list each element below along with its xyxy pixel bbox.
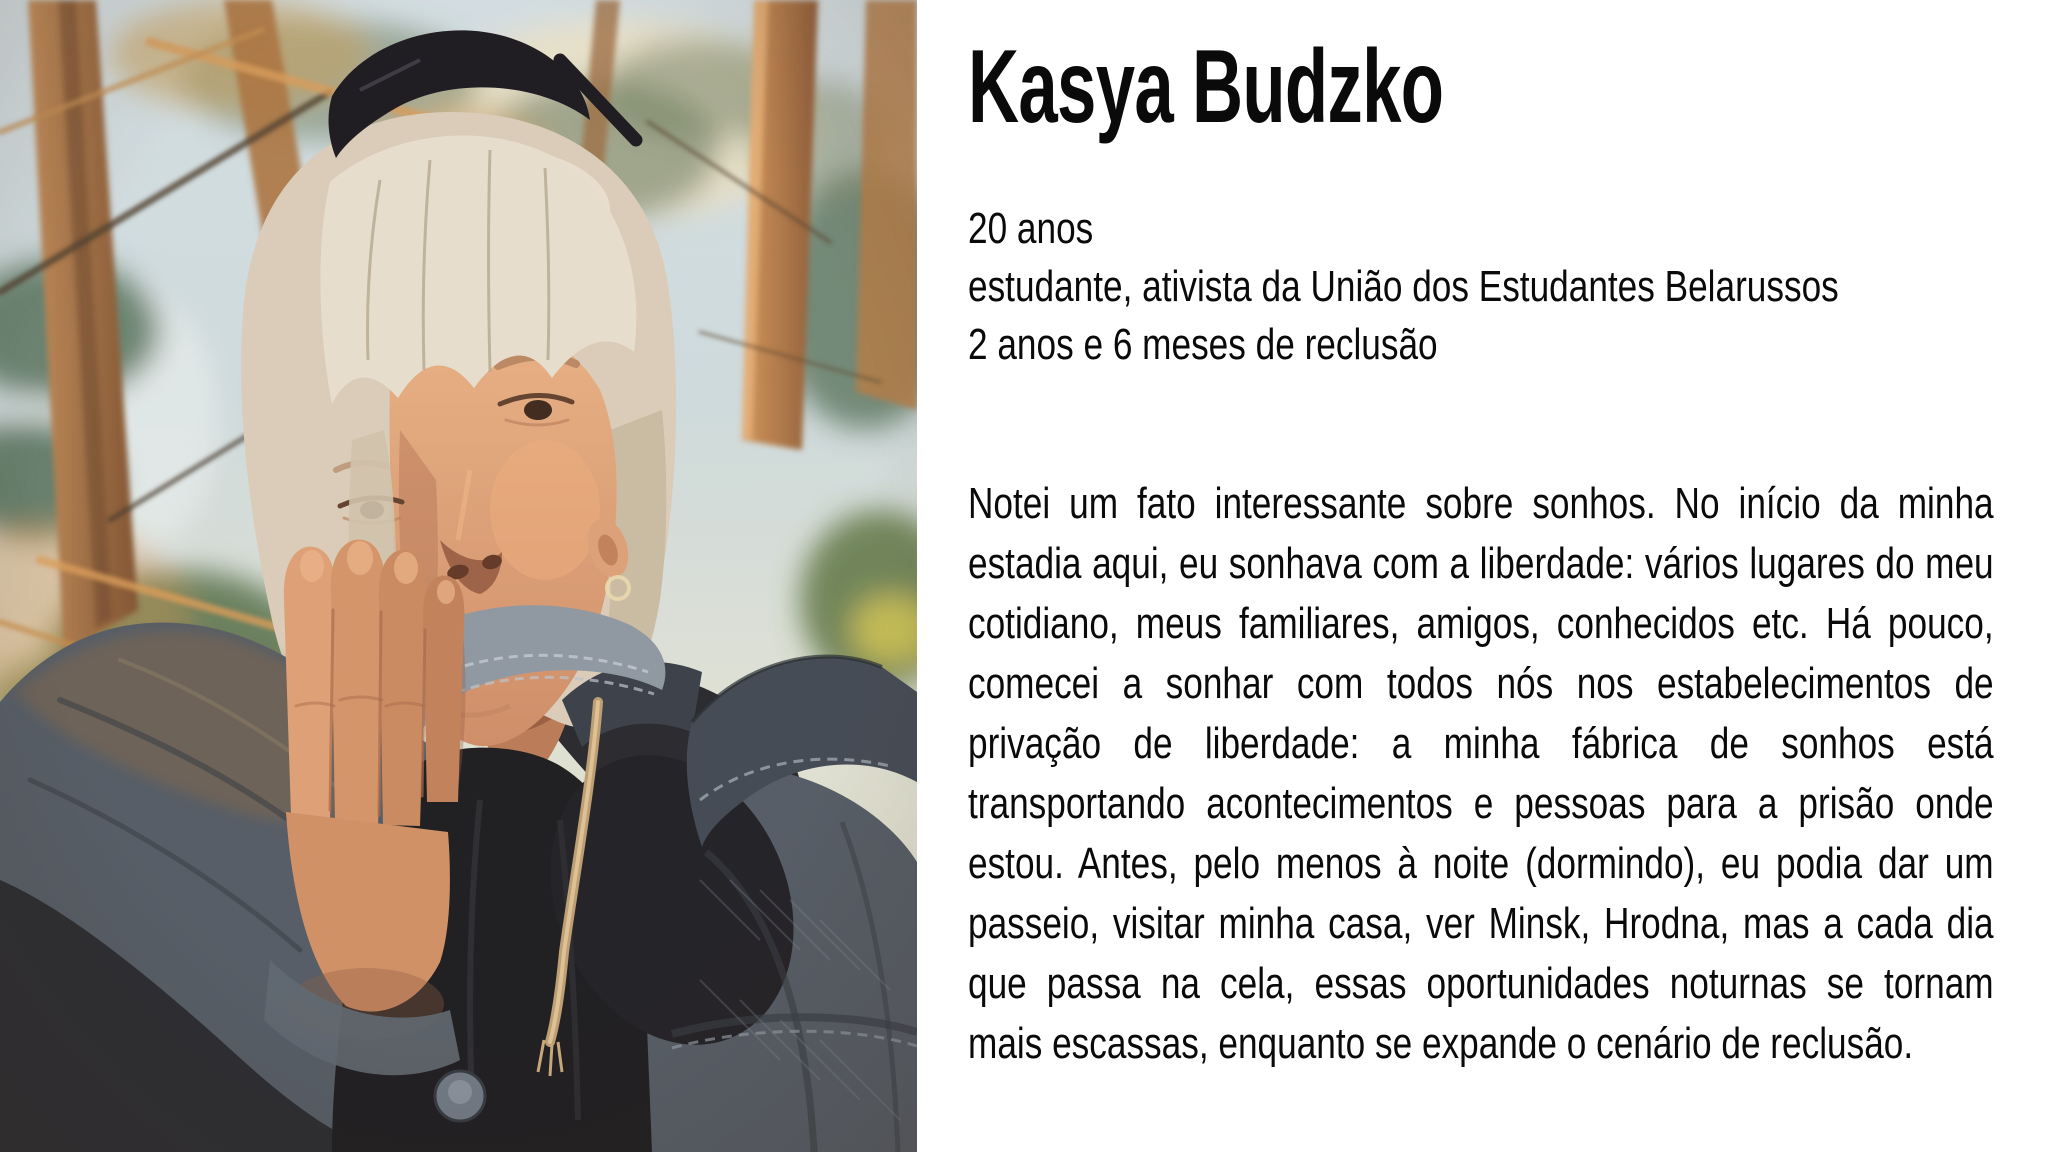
detail-occupation: estudante, ativista da União dos Estudantes Belarussos [968,262,1839,311]
page-title: Kasya Budzko [968,29,1444,145]
portrait-photo [0,0,917,1152]
portrait-photo-illustration [0,0,917,1152]
bio-paragraph: Notei um fato interessante sobre sonhos. No início da minha estadia aqui, eu sonhava com a liberdade: vários lugares do meu cotidiano, meus familiares, amigos, conhecidos etc. Há pouco, comecei a sonhar com todos nós nos estabelecimentos de privação de liberdade: a minha fábrica de sonhos está transportando acontecimentos e pessoas para a prisão onde estou. Antes, pelo menos à noite (dormindo), eu podia dar um passeio, visitar minha casa, ver Minsk, Hrodna, mas a cada dia que passa na cela, essas oportunidades noturnas se tornam mais escassas, enquanto se expande o cenário de reclusão. [968,479,1994,1068]
detail-age: 20 anos [968,204,1094,253]
profile-details [968,200,1839,374]
detail-sentence: 2 anos e 6 meses de reclusão [968,320,1438,369]
